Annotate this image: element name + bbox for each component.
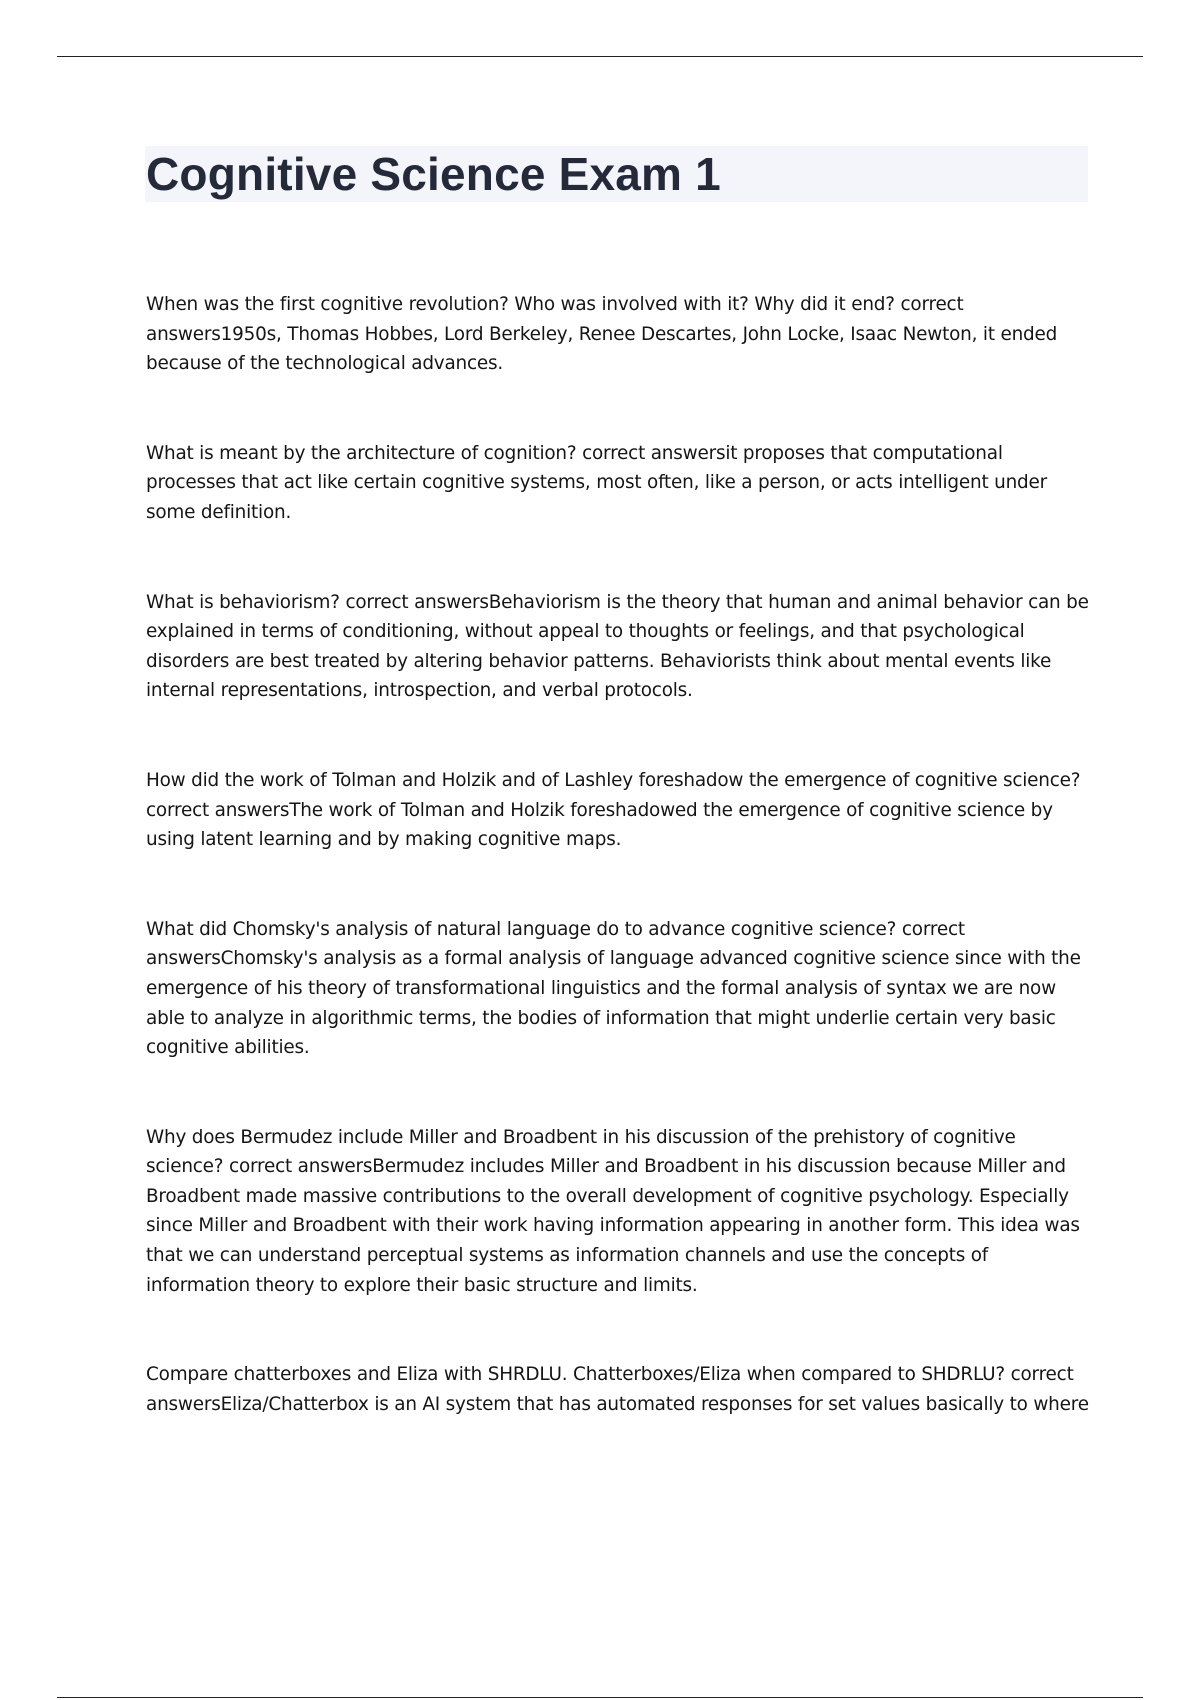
question-text: Why does Bermudez include Miller and Broadbent in his discussion of the prehistory of cognitive science?: [146, 1126, 1016, 1178]
qa-item: [146, 588, 1091, 706]
question-text: What is behaviorism?: [146, 591, 340, 613]
document-title: Cognitive Science Exam 1: [146, 148, 721, 200]
bottom-rule: [57, 1697, 1143, 1698]
top-rule: [57, 56, 1143, 57]
question-text: How did the work of Tolman and Holzik and of Lashley foreshadow the emergence of cognitive science?: [146, 769, 1081, 791]
qa-item: [146, 439, 1091, 528]
question-text: What did Chomsky's analysis of natural language do to advance cognitive science?: [146, 918, 897, 940]
question-text: Compare chatterboxes and Eliza with SHRDLU. Chatterboxes/Eliza when compared to SHDRLU?: [146, 1364, 1005, 1386]
question-text: What is meant by the architecture of cognition?: [146, 442, 577, 464]
answer-text: correct answersEliza/Chatterbox is an AI system that has automated responses for set values basically to where: [146, 1364, 1089, 1415]
answer-text: correct answersBermudez includes Miller and Broadbent in his discussion because Miller and Broadbent made massive contributions to the overall development of cognitive psychology. Especially since Miller and Broadbent with their work having information appearing in another form. This idea was that we can understand perceptual systems as information channels and use the concepts of information theory to explore their basic structure and limits.: [146, 1156, 1080, 1296]
answer-text: correct answersBehaviorism is the theory that human and animal behavior can be explained in terms of conditioning, without appeal to thoughts or feelings, and that psychological disorders are best treated by altering behavior patterns. Behaviorists think about mental events like internal representations, introspection, and verbal protocols.: [146, 591, 1089, 702]
qa-item: [146, 1123, 1091, 1301]
qa-item: [146, 1360, 1091, 1419]
answer-text: correct answersThe work of Tolman and Holzik foreshadowed the emergence of cognitive science by using latent learning and by making cognitive maps.: [146, 799, 1053, 851]
answer-text: correct answersChomsky's analysis as a formal analysis of language advanced cognitive science since with the emergence of his theory of transformational linguistics and the formal analysis of syntax we are now able to analyze in algorithmic terms, the bodies of information that might underlie certain very basic cognitive abilities.: [146, 918, 1081, 1059]
question-text: When was the first cognitive revolution? Who was involved with it? Why did it end?: [146, 294, 895, 315]
answer-text: correct answersit proposes that computational processes that act like certain cognitive systems, most often, like a person, or acts intelligent under some definition.: [146, 442, 1047, 523]
answer-text: correct answers1950s, Thomas Hobbes, Lord Berkeley, Renee Descartes, John Locke, Isaac Newton, it ended because of the technological advances.: [146, 294, 1058, 375]
qa-item: [146, 915, 1091, 1063]
qa-item: [146, 290, 1091, 379]
qa-item: [146, 766, 1091, 855]
qa-list: [146, 290, 1091, 1479]
